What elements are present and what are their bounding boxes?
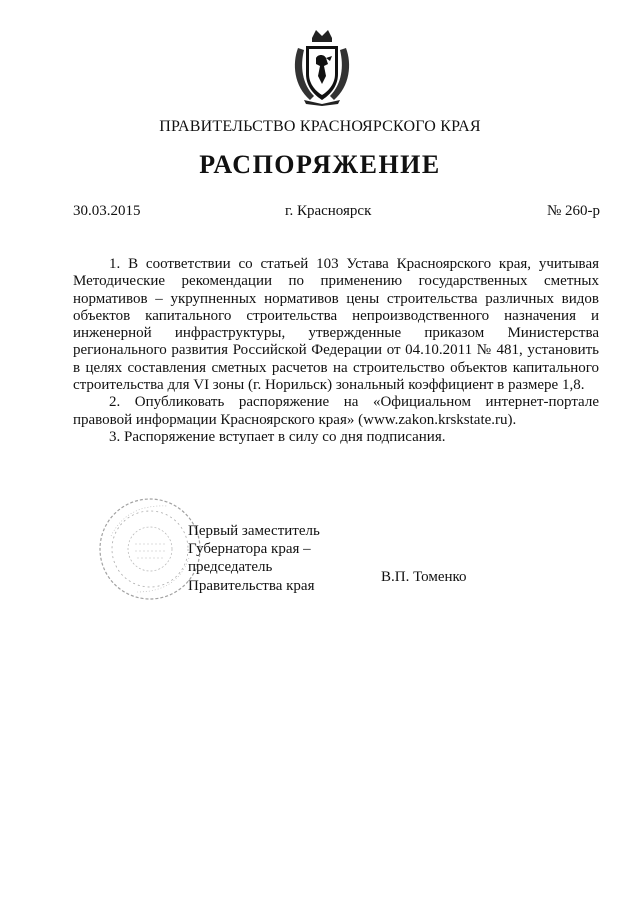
coat-of-arms-icon (290, 28, 354, 106)
signature-position (188, 522, 320, 595)
paragraph-1: 1. В соответствии со статьей 103 Устава Красноярского края, учитывая Методические рекомендации по применению государственных сметных нормативов – укрупненных нормативов цены строительства различных видов объектов капитального строительства непроизводственного назначения и инженерной инфраструктуры, утвержденные приказом Министерства регионального развития Российской Федерации от 04.10.2011 № 481, установить в целях составления сметных расчетов на строительство объектов капитального строительства для VI зоны (г. Норильск) зональный коэффициент в размере 1,8. (73, 256, 599, 394)
signature-line-4: Правительства края (188, 577, 315, 594)
signature-line-3: председатель (188, 559, 273, 576)
signature-line-2: Губернатора края – (188, 541, 311, 558)
document-type-title: РАСПОРЯЖЕНИЕ (199, 150, 441, 179)
document-body (73, 256, 599, 446)
document-number: № 260-р (546, 203, 600, 219)
signature-line-1: Первый заместитель (188, 523, 320, 539)
document-date: 30.03.2015 (73, 203, 141, 219)
paragraph-3: 3. Распоряжение вступает в силу со дня подписания. (109, 428, 446, 445)
paragraph-2: 2. Опубликовать распоряжение на «Официальном интернет-портале правовой информации Красноярского края» (www.zakon.krskstate.ru). (73, 394, 599, 428)
signer-name: В.П. Томенко (381, 569, 467, 585)
document-city: г. Красноярск (285, 203, 372, 219)
organization-title: ПРАВИТЕЛЬСТВО КРАСНОЯРСКОГО КРАЯ (159, 118, 481, 135)
